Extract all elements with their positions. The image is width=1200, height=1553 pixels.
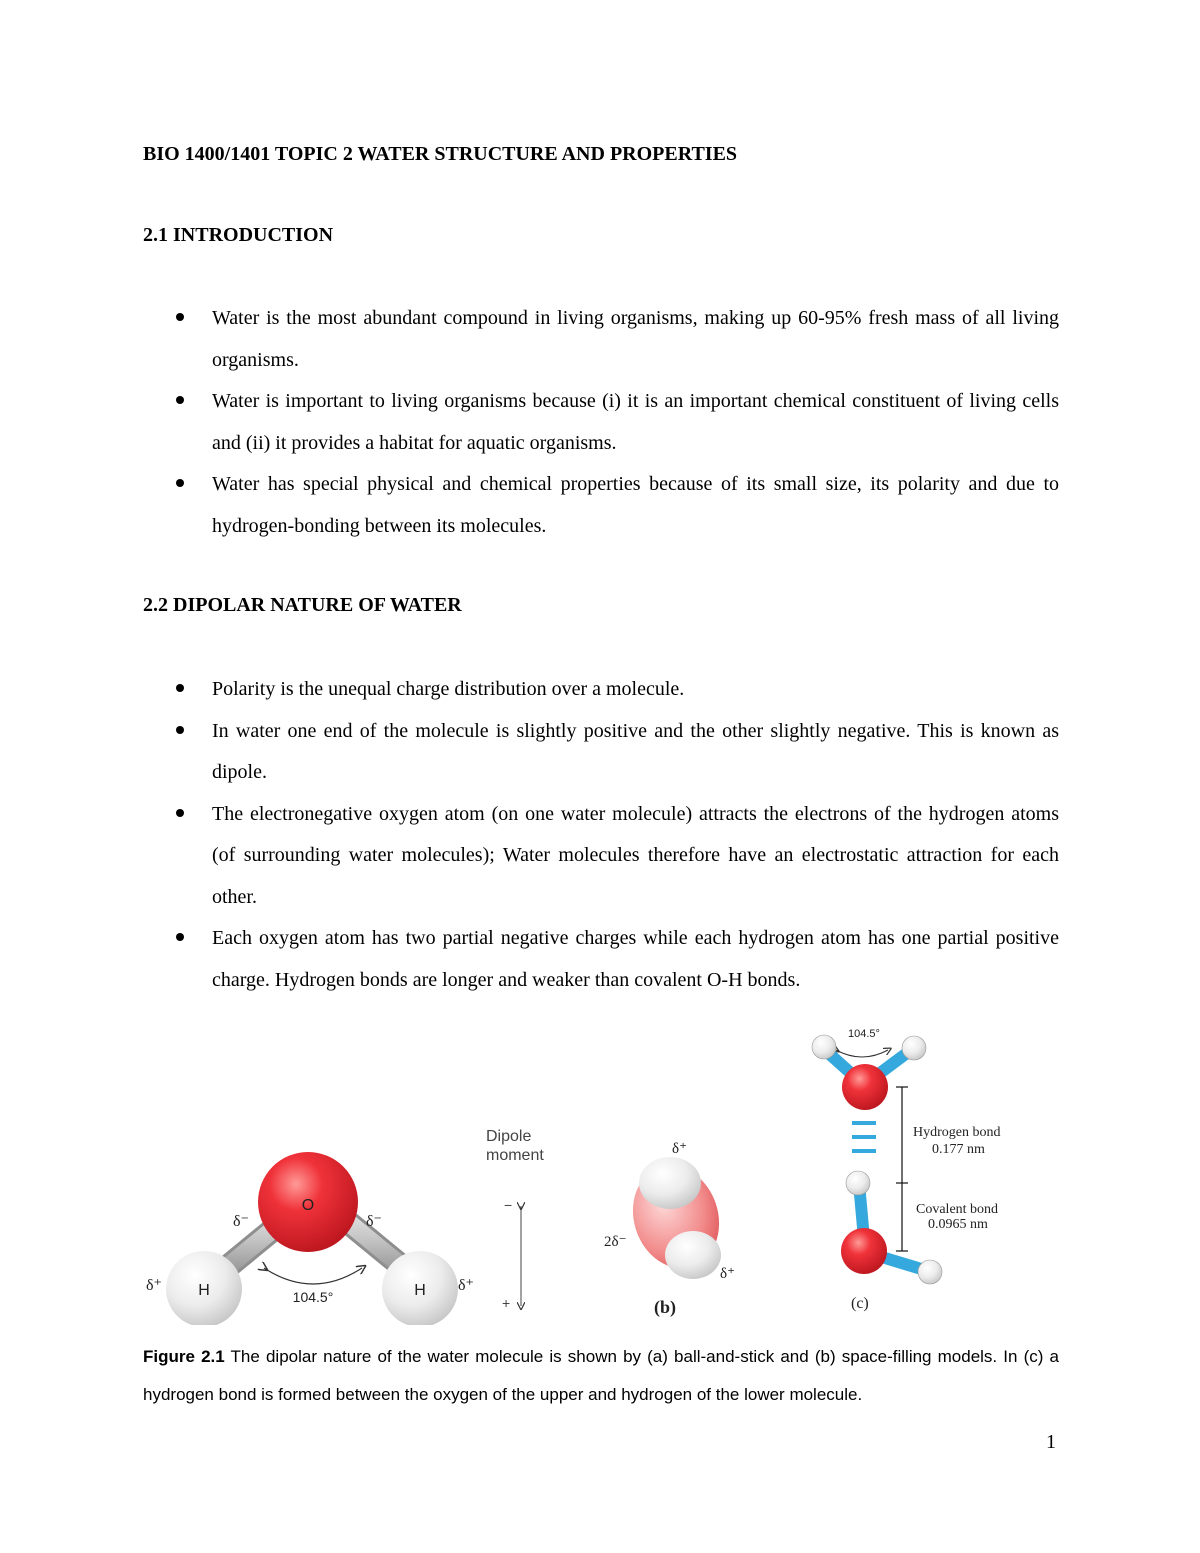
dipole-label-line2: moment: [486, 1147, 544, 1164]
panel-a-ball-and-stick: [146, 1152, 474, 1325]
list-item: [143, 794, 1059, 919]
bullet-text: Water has special physical and chemical properties because of its small size, its polarity and due to hydrogen-bonding between its molecules.: [212, 473, 1059, 537]
upper-hydrogen-right: [902, 1036, 926, 1060]
space-filling-bottom-delta: δ⁺: [720, 1266, 735, 1282]
bullet-text: Each oxygen atom has two partial negative charges while each hydrogen atom has one partial positive charge. Hydrogen bonds are longer and weaker than covalent O-H bonds.: [212, 927, 1059, 991]
space-filling-hydrogen-bottom: [665, 1231, 721, 1279]
introduction-bullet-list: [143, 298, 1059, 547]
upper-oxygen: [842, 1064, 888, 1110]
list-item: [143, 464, 1059, 547]
delta-minus-right-label: δ⁻: [366, 1213, 382, 1230]
dipole-label-line1: Dipole: [486, 1128, 532, 1145]
hbond-dash-1: [852, 1121, 876, 1125]
figure-svg: [140, 1020, 1060, 1325]
hydrogen-label-right: H: [414, 1282, 426, 1299]
hydrogen-bond-dashes: [852, 1121, 876, 1153]
hbond-label-line2: 0.177 nm: [932, 1142, 985, 1157]
bullet-icon: [176, 809, 184, 817]
section-heading-dipolar-nature: 2.2 DIPOLAR NATURE OF WATER: [143, 594, 462, 616]
panel-c-label: (c): [851, 1295, 869, 1312]
dipolar-bullet-list: [143, 669, 1059, 1001]
upper-hydrogen-left: [812, 1035, 836, 1059]
page-number: 1: [1046, 1431, 1056, 1453]
lower-hydrogen-right: [918, 1260, 942, 1284]
dipole-moment-indicator: [486, 1128, 544, 1311]
space-filling-left-delta: 2δ⁻: [604, 1234, 627, 1250]
list-item: [143, 669, 1059, 711]
list-item: [143, 381, 1059, 464]
bullet-text: The electronegative oxygen atom (on one water molecule) attracts the electrons of the hydrogen atoms (of surrounding water molecules); Water molecules therefore have an electrostatic attraction for each other.: [212, 802, 1059, 908]
bullet-text: In water one end of the molecule is slightly positive and the other slightly negative. This is known as dipole.: [212, 719, 1059, 783]
panel-b-space-filling: [604, 1141, 735, 1318]
panel-c-angle-label: 104.5°: [848, 1028, 880, 1040]
list-item: [143, 918, 1059, 1001]
lower-oxygen: [841, 1228, 887, 1274]
bullet-icon: [176, 479, 184, 487]
oxygen-label: O: [301, 1197, 315, 1214]
covalent-label-line1: Covalent bond: [916, 1202, 999, 1217]
hydrogen-label-left: H: [198, 1282, 210, 1299]
bond-angle-label: 104.5°: [292, 1289, 334, 1305]
bullet-icon: [176, 684, 184, 692]
water-molecule-figure: [140, 1020, 1060, 1325]
hbond-dash-2: [852, 1135, 876, 1139]
figure-caption: [143, 1338, 1059, 1414]
lower-hydrogen-top: [846, 1171, 870, 1195]
bullet-icon: [176, 396, 184, 404]
bullet-text: Water is the most abundant compound in living organisms, making up 60-95% fresh mass of all living organisms.: [212, 307, 1059, 371]
space-filling-top-delta: δ⁺: [672, 1141, 687, 1157]
covalent-label-line2: 0.0965 nm: [928, 1217, 988, 1232]
section-heading-introduction: 2.1 INTRODUCTION: [143, 224, 334, 246]
dipole-plus-label: +: [502, 1295, 511, 1311]
delta-minus-left-label: δ⁻: [233, 1213, 249, 1230]
bullet-icon: [176, 726, 184, 734]
delta-plus-right-label: δ⁺: [458, 1277, 474, 1294]
list-item: [143, 711, 1059, 794]
list-item: [143, 298, 1059, 381]
bond-angle-arc: [264, 1268, 362, 1284]
figure-caption-text: The dipolar nature of the water molecule is shown by (a) ball-and-stick and (b) space-filling models. In (c) a hydrogen bond is formed between the oxygen of the upper and hydrogen of the lower molecule.: [143, 1347, 1059, 1404]
hbond-dash-3: [852, 1149, 876, 1153]
panel-c-angle-arc: [836, 1050, 888, 1057]
space-filling-hydrogen-top: [639, 1157, 701, 1209]
dipole-minus-label: −: [504, 1197, 513, 1213]
document-title: BIO 1400/1401 TOPIC 2 WATER STRUCTURE AND PROPERTIES: [143, 143, 738, 165]
figure-caption-label: Figure 2.1: [143, 1347, 225, 1366]
panel-c-hydrogen-bond: [812, 1028, 1001, 1312]
delta-plus-left-label: δ⁺: [146, 1277, 162, 1294]
hbond-label-line1: Hydrogen bond: [913, 1125, 1001, 1140]
bullet-icon: [176, 313, 184, 321]
bullet-icon: [176, 933, 184, 941]
bullet-text: Polarity is the unequal charge distribution over a molecule.: [212, 678, 685, 700]
panel-b-label: (b): [654, 1297, 676, 1317]
bullet-text: Water is important to living organisms because (i) it is an important chemical constituent of living cells and (ii) it provides a habitat for aquatic organisms.: [212, 390, 1059, 454]
